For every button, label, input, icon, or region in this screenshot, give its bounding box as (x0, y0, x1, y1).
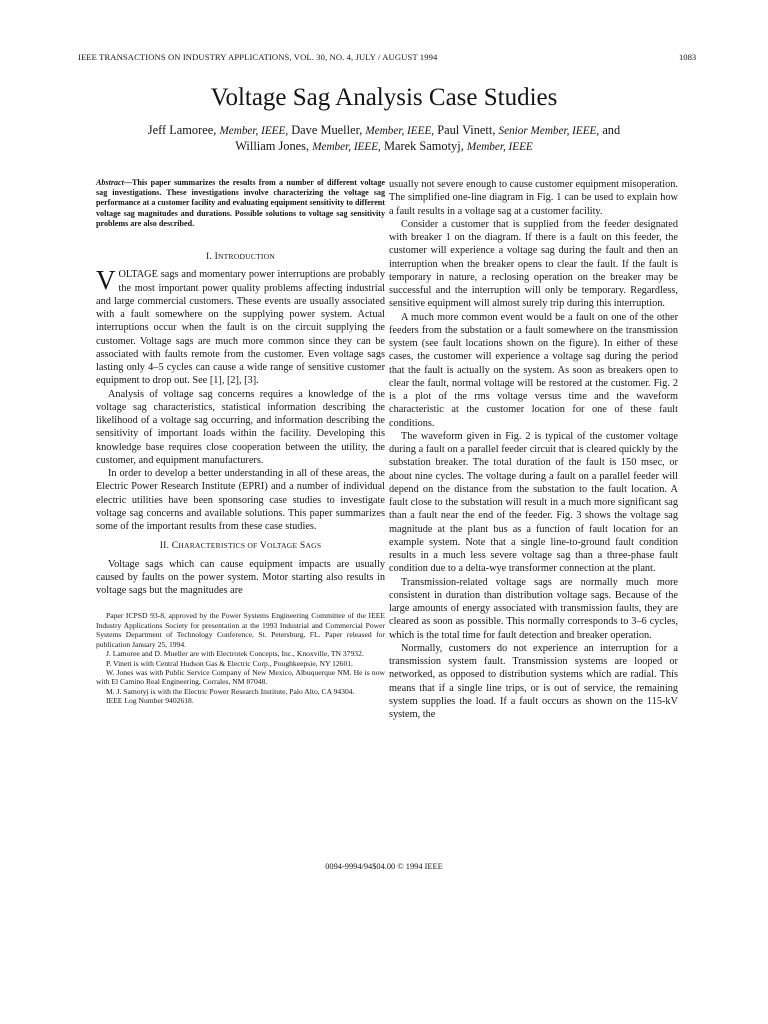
author-conjunction: and (602, 123, 621, 137)
author-name: Dave Mueller, (291, 123, 363, 137)
footnote-affiliation: W. Jones was with Public Service Company of New Mexico, Albuquerque NM. He is now with El Camino Real Engineering, Corrales, NM 87048. (96, 667, 385, 687)
author-name: Marek Samotyj, (383, 139, 464, 153)
intro-paragraph-1-text: OLTAGE sags and momentary power interruptions are probably the most important power quality problems affecting industrial and large commercial customers. These events are usually associated with a fault somewhere on the supplying power system. Actual interruptions occur when the fault is on the circuit supplying the customer. Voltage sags are much more common since they can be associated with faults remote from the customer. Even voltage sags lasting only 4–5 cycles can cause a wide range of sensitive customer equipment to drop out. See [1], [2], [3]. (96, 269, 385, 387)
author-membership: Senior Member, IEEE, (498, 125, 600, 137)
section-title-initial: C (171, 540, 179, 552)
footnote-affiliation: J. Lamoree and D. Mueller are with Electrotek Concepts, Inc., Knoxville, TN 37932. (106, 649, 364, 659)
author-membership: Member, IEEE, (219, 125, 289, 137)
body-paragraph: Normally, customers do not experience an interruption for a transmission system fault. Transmission systems are looped or networked, as opposed to distribution systems which are radial. This means that if a single line trips, or is out of service, the remaining system supplies the load. If a fault occurs as shown on the 115-kV system, the (389, 642, 678, 720)
footnote-manuscript: Paper ICPSD 93-8, approved by the Power Systems Engineering Committee of the IEEE Industry Applications Society for presentation at the 1993 Industrial and Commercial Power Systems Department of Technology Conference, St. Petersburg, FL. Paper released for publication January 25, 1994. (96, 611, 385, 649)
body-paragraph: usually not severe enough to cause customer equipment misoperation. The simplified one-line diagram in Fig. 1 can be used to explain how a fault results in a voltage sag at a customer facility. (389, 179, 678, 217)
abstract (96, 178, 385, 229)
section-number: I. (205, 251, 212, 263)
author-list (90, 123, 678, 155)
right-column (389, 178, 678, 721)
footnote-affiliation: M. J. Samotyj is with the Electric Power Research Institute, Palo Alto, CA 94304. (106, 686, 355, 696)
section-title-rest: OLTAGE (267, 541, 298, 551)
author-name: Paul Vinett, (437, 123, 496, 137)
author-membership: Member, IEEE, (365, 125, 435, 137)
abstract-dash: — (123, 178, 132, 187)
body-paragraph: Consider a customer that is supplied from the feeder designated with breaker 1 on the diagram. If there is a fault on this feeder, the customer will experience a voltage sag during the fault and then an interruption when the breaker opens to clear the fault. If the fault is temporary in nature, a reclosing operation on the breaker may be successful and the interruption will only be temporary. Regardless, sensitive equipment will almost surely trip during this interruption. (389, 218, 678, 310)
copyright-footer: 0094-9994/94$04.00 © 1994 IEEE (325, 862, 443, 871)
intro-paragraph-2: Analysis of voltage sag concerns requires a knowledge of the voltage sag characteristics, statistical information describing the likelihood of a voltage sag occurring, and information describing the sensitivity of important loads within the facility. Developing this knowledge base requires close cooperation between the utility, the customer, and equipment manufacturers. (96, 388, 385, 466)
intro-paragraph-1 (96, 265, 385, 387)
section-title-rest: HARACTERISTICS OF (178, 541, 258, 551)
characteristics-paragraph-1: Voltage sags which can cause equipment impacts are usually caused by faults on the power system. Motor starting also results in voltage sags but the magnitudes are (96, 558, 385, 597)
section-title-initial: V (259, 540, 268, 552)
section-title-initial: S (299, 540, 306, 552)
section-title-rest: AGS (305, 541, 322, 551)
footnote-log-number: IEEE Log Number 9402618. (106, 696, 194, 706)
abstract-text: This paper summarizes the results from a number of different voltage sag investigations. These investigations involve characterizing the voltage sag performance at a customer facility and evaluating equipment sensitivity to different voltage sag magnitudes and durations. Possible solutions to voltage sag sensitivity problems are also described. (96, 178, 385, 228)
section-title-rest: NTRODUCTION (217, 252, 276, 262)
author-membership: Member, IEEE, (312, 141, 381, 153)
footnotes (96, 611, 385, 706)
section-number: II. (159, 540, 170, 552)
left-column (96, 178, 385, 706)
body-paragraph: The waveform given in Fig. 2 is typical of the customer voltage during a fault on a parallel feeder circuit that is cleared quickly by the substation breaker. The total duration of the fault is 150 msec, or about nine cycles. The voltage during a fault on a parallel feeder will depend on the distance from the substation to the fault location. A fault close to the substation will result in a much more significant sag than a fault near the end of the feeder. Fig. 3 shows the voltage sag magnitude at the plant bus as a function of fault location for an example system. Note that a single line-to-ground fault condition results in a much less severe voltage sag than a three-phase fault condition due to a delta-wye transformer connection at the plant. (389, 430, 678, 575)
intro-paragraph-3: In order to develop a better understanding in all of these areas, the Electric Power Research Institute (EPRI) and a number of individual electric utilities have been sponsoring case studies to investigate voltage sag concerns and available solutions. This paper summarizes some of the important results from these case studies. (96, 468, 385, 533)
body-paragraph: A much more common event would be a fault on one of the other feeders from the substation or a fault somewhere on the transmission system (see fault locations shown on the figure). In either of these cases, the customer will experience a voltage sag during the period that the fault is actually on the system. As soon as breakers open to clear the fault, normal voltage will be restored at the customer. Fig. 2 is a plot of the rms voltage versus time and the waveform characteristic at the customer location for one of these fault conditions. (389, 311, 678, 429)
author-name: William Jones, (235, 139, 310, 153)
paper-title: Voltage Sag Analysis Case Studies (210, 84, 558, 111)
body-paragraph: Transmission-related voltage sags are normally much more consistent in duration than distribution voltage sags. Because of the large amounts of energy associated with transmission faults, they are cleared as soon as possible. This normally corresponds to 3–6 cycles, which is the total time for fault detection and breaker operation. (389, 576, 678, 641)
abstract-label: Abstract (96, 178, 124, 187)
page-number: 1083 (679, 52, 697, 62)
section-title-initial: I (214, 251, 218, 263)
drop-cap: V (96, 265, 116, 296)
author-membership: Member, IEEE (466, 141, 533, 153)
author-name: Jeff Lamoree, (147, 123, 217, 137)
section-heading-introduction (96, 250, 385, 263)
running-header: IEEE TRANSACTIONS ON INDUSTRY APPLICATIONS, VOL. 30, NO. 4, JULY / AUGUST 1994 (78, 52, 438, 62)
footnote-affiliation: P. Vinett is with Central Hudson Gas & Electric Corp., Poughkeepsie, NY 12601. (106, 658, 353, 668)
section-heading-characteristics (96, 539, 385, 552)
